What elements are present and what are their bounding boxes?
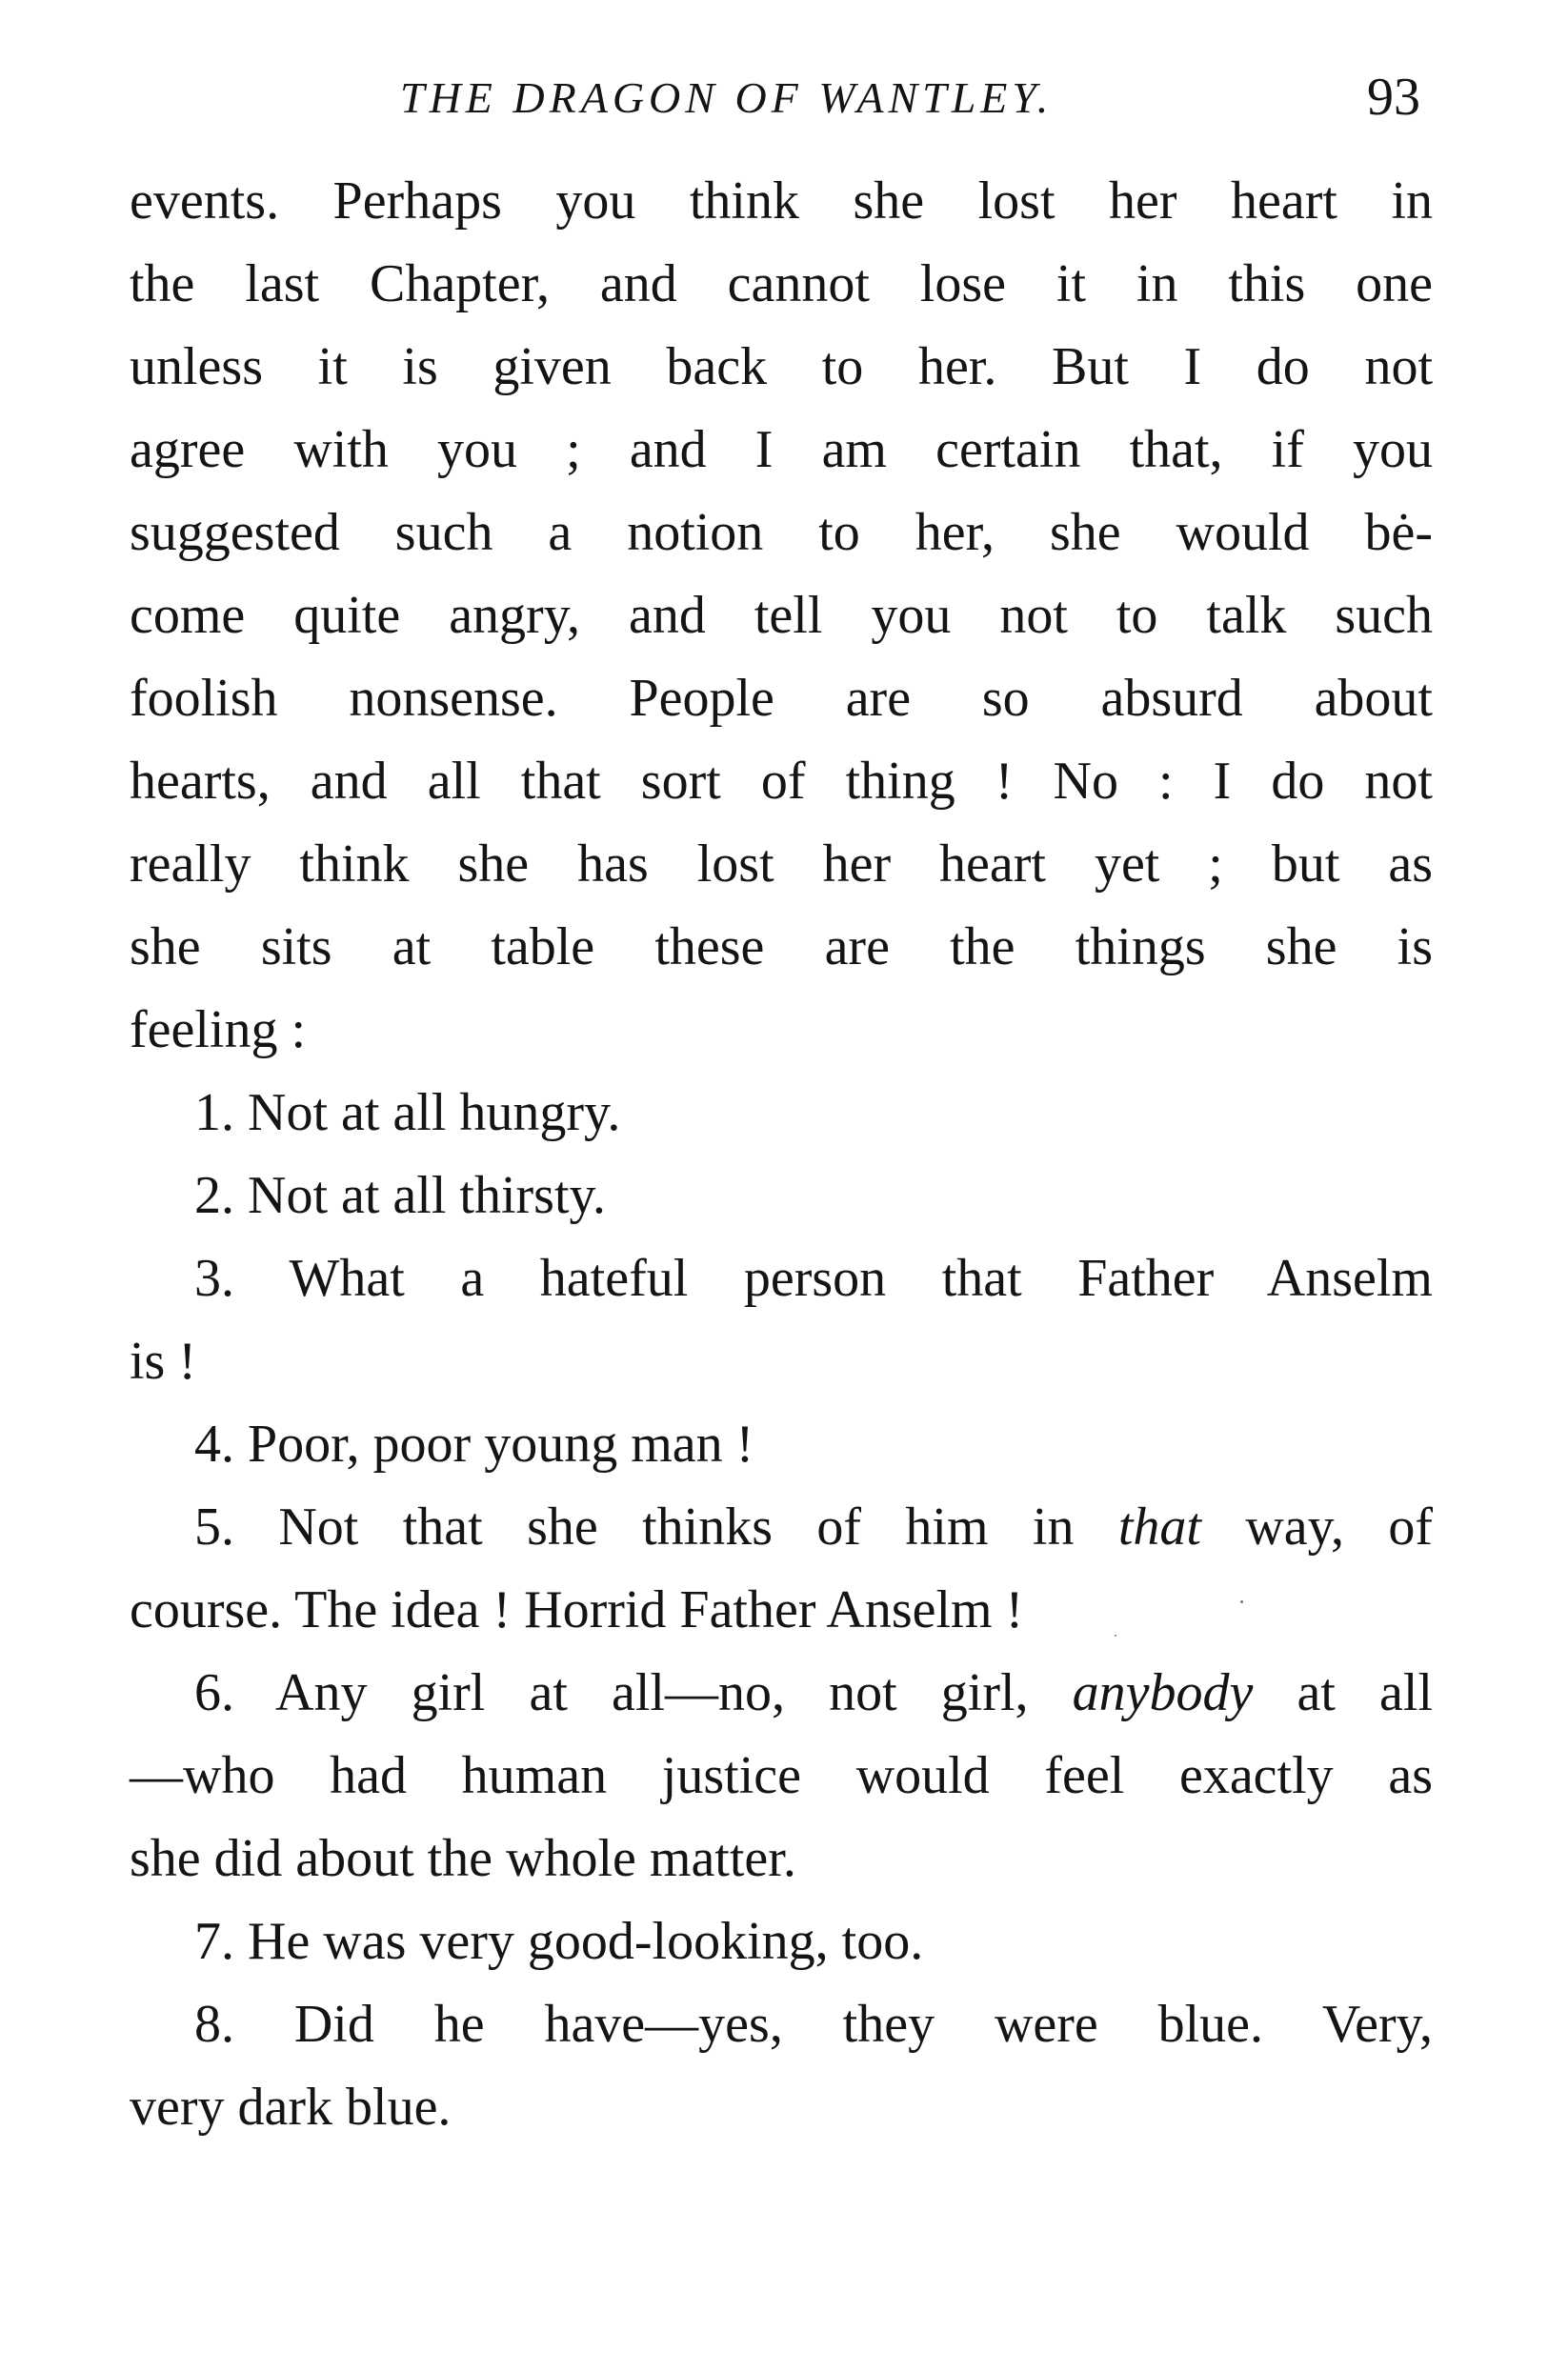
emphasis-anybody: anybody — [1072, 1663, 1254, 1722]
paper-speck — [1115, 1635, 1116, 1637]
text-line: foolish nonsense. People are so absurd about — [130, 669, 1433, 728]
list-item-6-text-end: at all — [1253, 1663, 1433, 1722]
text-line: the last Chapter, and cannot lose it in this one — [130, 254, 1433, 313]
list-item-5-text-end: way, of — [1200, 1498, 1434, 1557]
emphasis-that: that — [1117, 1498, 1201, 1557]
list-item-7: 7. He was very good-looking, too. — [194, 1912, 924, 1971]
list-item-8: 8. Did he have—yes, they were blue. Very, — [194, 1995, 1433, 2054]
list-item-5-text: 5. Not that she thinks of him in — [194, 1498, 1118, 1557]
text-line: come quite angry, and tell you not to talk such — [130, 586, 1433, 645]
running-title: THE DRAGON OF WANTLEY. — [400, 73, 1054, 122]
text-line: agree with you ; and I am certain that, if you — [130, 420, 1433, 479]
list-item-6-continuation: she did about the whole matter. — [130, 1829, 796, 1888]
running-head — [0, 67, 1568, 133]
body-text — [130, 160, 1433, 2149]
text-line: hearts, and all that sort of thing ! No : I do not — [130, 752, 1433, 811]
text-line: unless it is given back to her. But I do not — [130, 337, 1433, 396]
paper-speck — [1240, 1600, 1243, 1603]
list-item-3: 3. What a hateful person that Father Anselm — [194, 1249, 1433, 1308]
list-item-5 — [130, 1486, 1433, 1569]
list-item-6 — [130, 1652, 1433, 1735]
list-item-5-continuation: course. The idea ! Horrid Father Anselm ! — [130, 1580, 1024, 1639]
text-line: feeling : — [130, 1000, 307, 1059]
list-item-8-continuation: very dark blue. — [130, 2078, 452, 2137]
list-item-2: 2. Not at all thirsty. — [194, 1166, 606, 1225]
text-line: really think she has lost her heart yet ; but as — [130, 834, 1433, 894]
page-number: 93 — [1367, 68, 1420, 127]
list-item-1: 1. Not at all hungry. — [194, 1083, 621, 1142]
list-item-6-text: 6. Any girl at all—no, not girl, — [194, 1663, 1073, 1722]
list-item-3-continuation: is ! — [130, 1332, 196, 1391]
text-line: events. Perhaps you think she lost her heart in — [130, 171, 1433, 231]
text-line: she sits at table these are the things she is — [130, 917, 1433, 976]
list-item-4: 4. Poor, poor young man ! — [194, 1415, 754, 1474]
list-item-6-continuation: —who had human justice would feel exactly as — [130, 1746, 1433, 1805]
text-line: suggested such a notion to her, she would bė- — [130, 503, 1433, 562]
